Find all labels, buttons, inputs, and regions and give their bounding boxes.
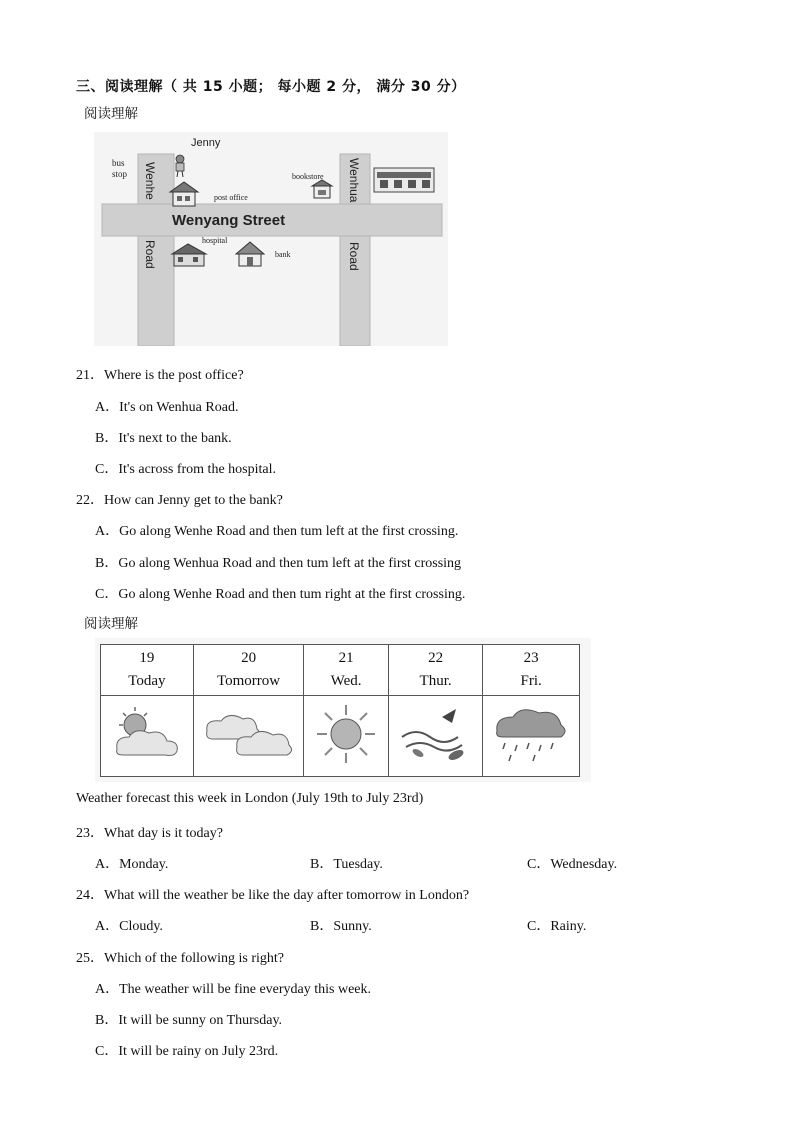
- rainy-icon: [483, 696, 580, 777]
- q21-option-c[interactable]: C．It's across from the hospital.: [95, 462, 276, 477]
- q24-option-a[interactable]: A．Cloudy.: [95, 919, 163, 934]
- street-label: Wenyang Street: [172, 212, 286, 229]
- passage1-label: 阅读理解: [84, 106, 138, 122]
- day-cell-21: [304, 645, 388, 696]
- sun-behind-cloud-icon: [101, 696, 194, 777]
- q24-option-b[interactable]: B．Sunny.: [310, 919, 372, 934]
- q22-option-a[interactable]: A．Go along Wenhe Road and then tum left at the first crossing.: [95, 524, 459, 539]
- question-21: 21．Where is the post office?: [76, 368, 244, 383]
- sunny-icon: [304, 696, 388, 777]
- q23-option-b[interactable]: B．Tuesday.: [310, 857, 383, 872]
- bank-label: bank: [275, 250, 291, 259]
- weather-intro: Weather forecast this week in London (July 19th to July 23rd): [76, 791, 424, 806]
- bus-stop-label-1: bus: [112, 158, 125, 168]
- q25-option-a[interactable]: A．The weather will be fine everyday this week.: [95, 982, 372, 997]
- post-office-label: post office: [214, 193, 248, 202]
- day-cell-22: [388, 645, 483, 696]
- question-23: 23．What day is it today?: [76, 826, 223, 841]
- q21-option-a[interactable]: A．It's on Wenhua Road.: [95, 400, 239, 415]
- weather-table: [100, 644, 580, 777]
- day-name: Today: [128, 673, 166, 689]
- wenhua-road-label: Wenhua: [347, 158, 361, 203]
- question-24: 24．What will the weather be like the day after tomorrow in London?: [76, 888, 470, 903]
- q25-option-b[interactable]: B．It will be sunny on Thursday.: [95, 1013, 283, 1028]
- bus-stop-label-2: stop: [112, 169, 128, 179]
- day-date: 21: [338, 650, 354, 666]
- day-date: 20: [241, 650, 257, 666]
- windy-icon: [388, 696, 483, 777]
- cloudy-icon: [193, 696, 304, 777]
- q22-option-b[interactable]: B．Go along Wenhua Road and then tum left at the first crossing: [95, 556, 462, 571]
- hospital-label: hospital: [202, 236, 228, 245]
- day-name: Fri.: [520, 673, 542, 689]
- q24-option-c[interactable]: C．Rainy.: [527, 919, 587, 934]
- question-22: 22．How can Jenny get to the bank?: [76, 493, 283, 508]
- wenhua-road-suffix: Road: [347, 242, 361, 271]
- day-date: 22: [428, 650, 444, 666]
- building-icon: [374, 168, 434, 192]
- q21-option-b[interactable]: B．It's next to the bank.: [95, 431, 232, 446]
- wenhe-road-label: Wenhe: [143, 162, 157, 200]
- street-map: [94, 132, 448, 346]
- day-cell-23: [483, 645, 580, 696]
- day-name: Thur.: [419, 673, 452, 689]
- q25-option-c[interactable]: C．It will be rainy on July 23rd.: [95, 1044, 279, 1059]
- passage2-label: 阅读理解: [84, 616, 138, 632]
- day-cell-19: [101, 645, 194, 696]
- day-date: 23: [523, 650, 539, 666]
- wenhe-road-suffix: Road: [143, 240, 157, 269]
- question-25: 25．Which of the following is right?: [76, 951, 285, 966]
- day-cell-20: [193, 645, 304, 696]
- day-name: Wed.: [330, 673, 362, 689]
- section-heading: 三、阅读理解（ 共 15 小题； 每小题 2 分， 满分 30 分）: [76, 79, 466, 95]
- day-date: 19: [139, 650, 155, 666]
- q23-option-a[interactable]: A．Monday.: [95, 857, 169, 872]
- jenny-label: Jenny: [191, 137, 221, 149]
- day-name: Tomorrow: [217, 673, 281, 689]
- q23-option-c[interactable]: C．Wednesday.: [527, 857, 618, 872]
- bookstore-label: bookstore: [292, 172, 324, 181]
- q22-option-c[interactable]: C．Go along Wenhe Road and then tum right at the first crossing.: [95, 587, 466, 602]
